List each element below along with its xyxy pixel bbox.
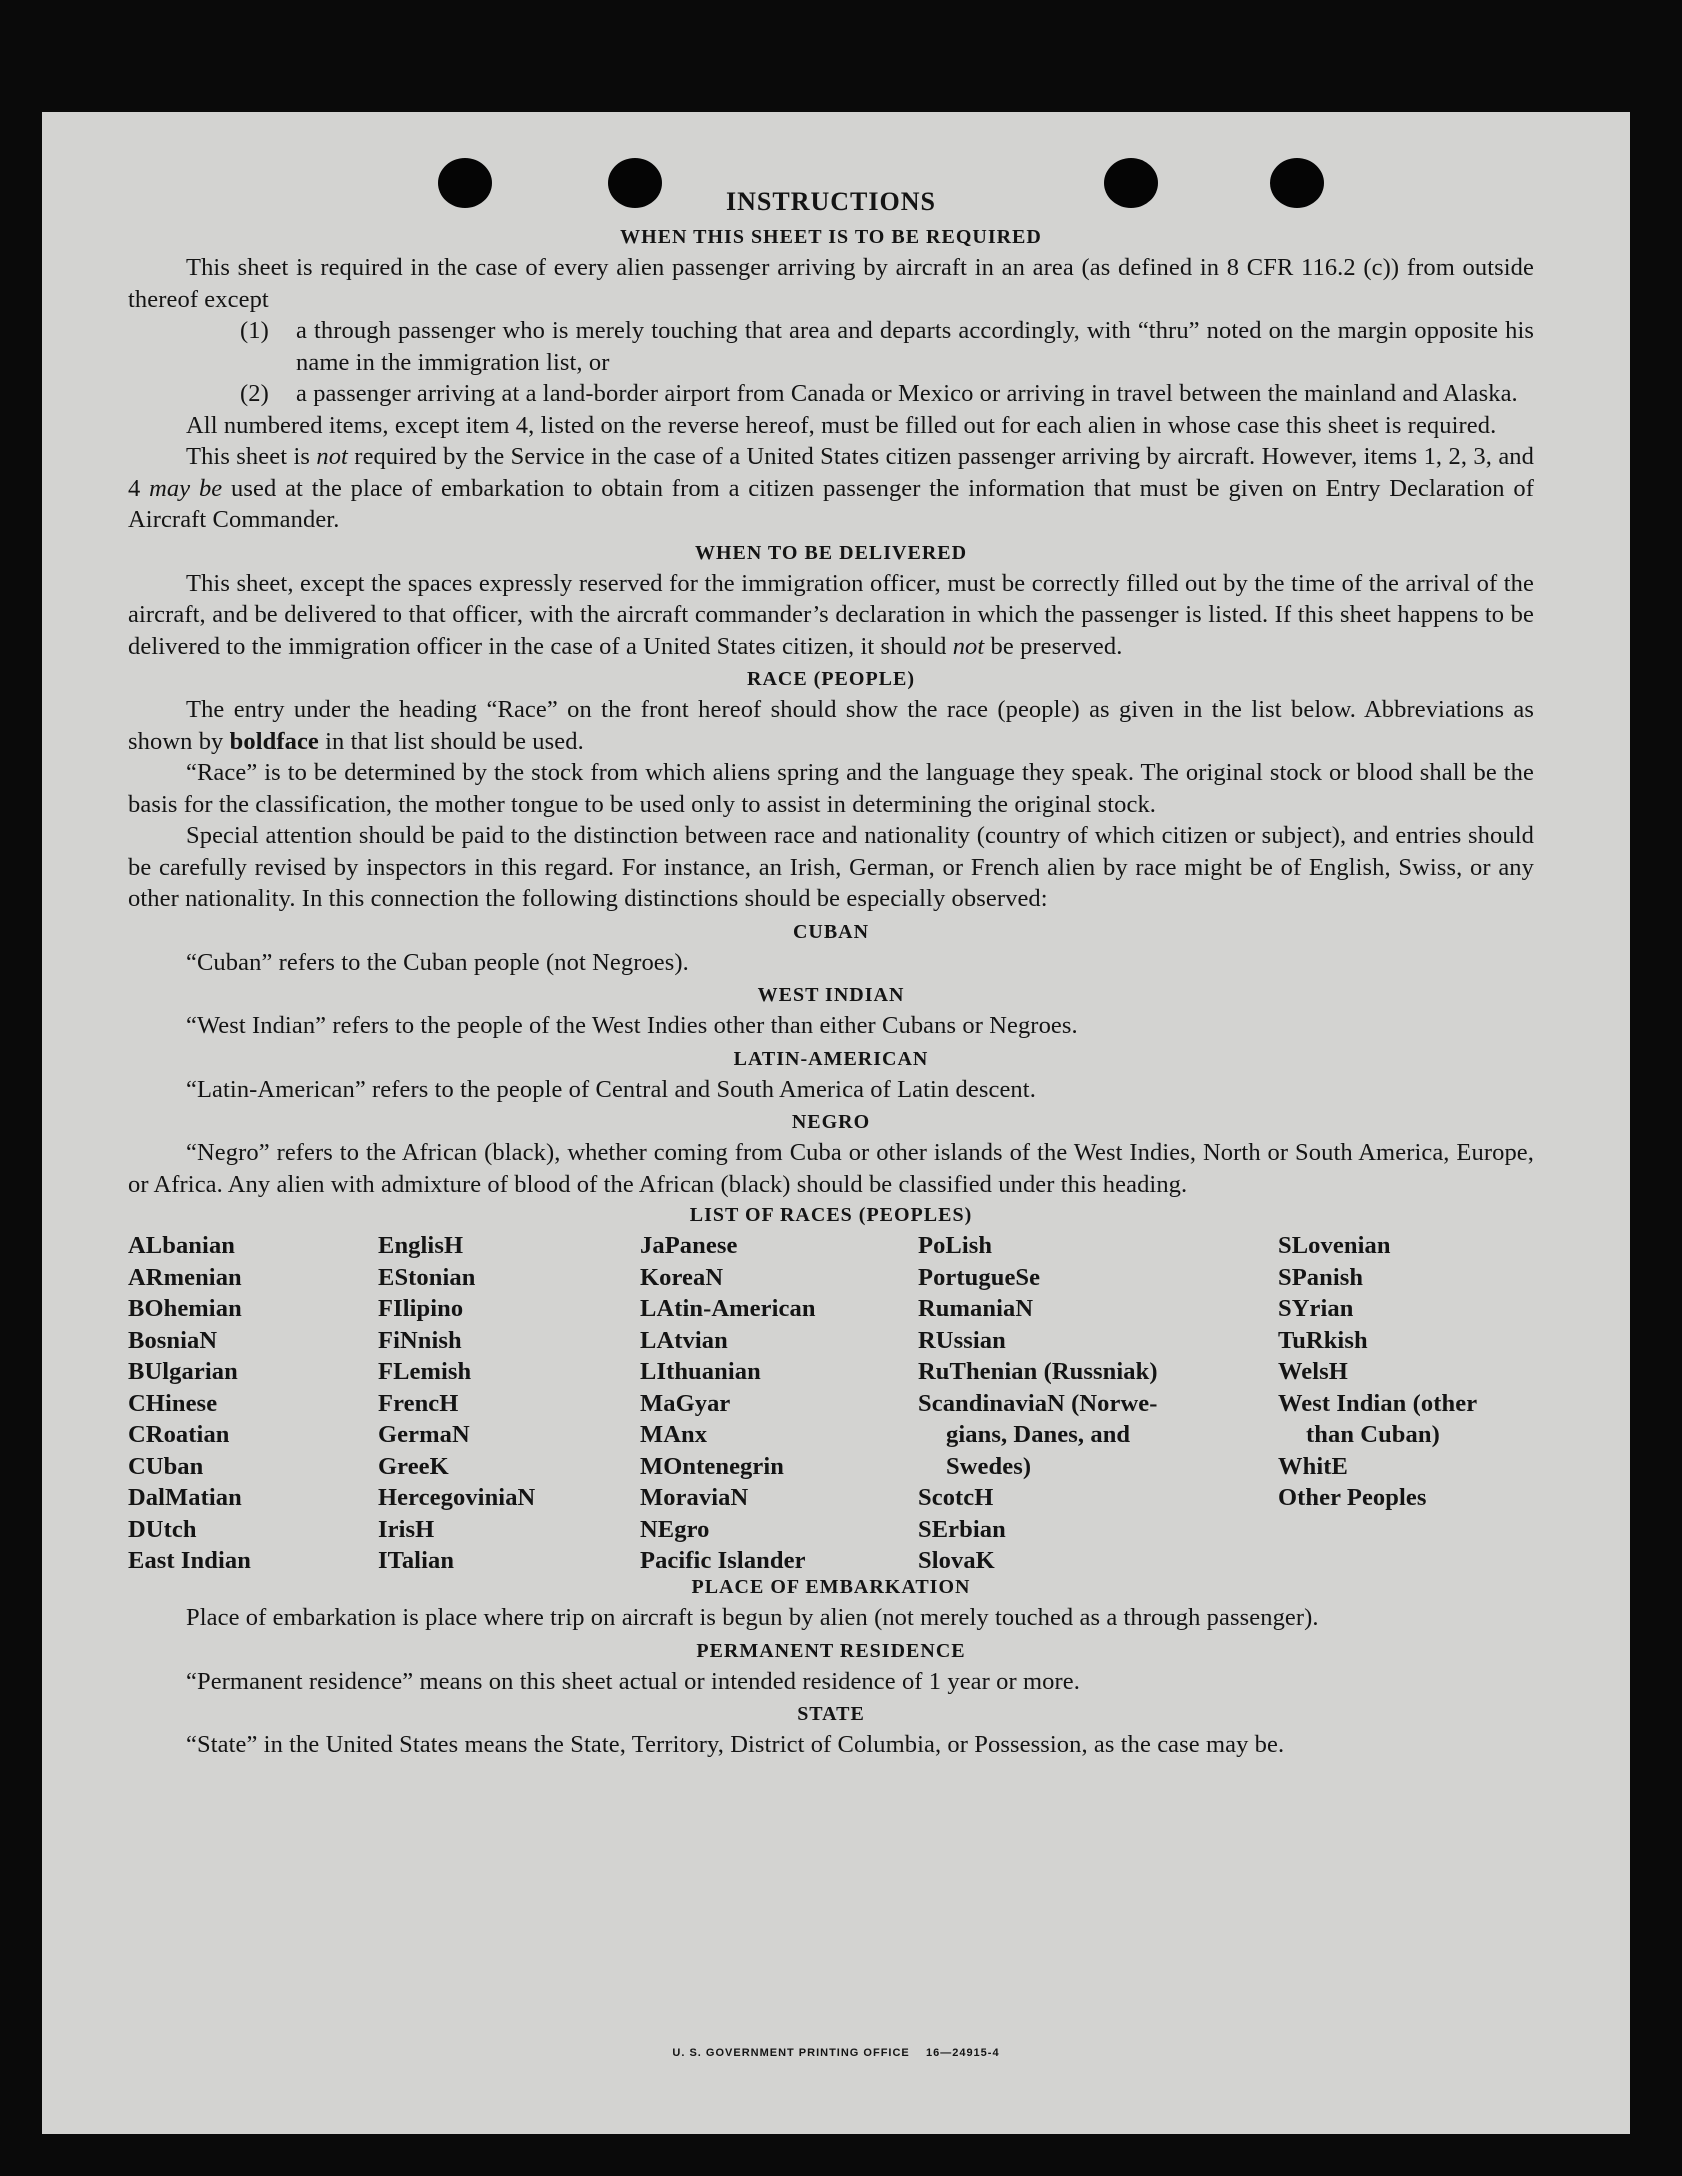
list-item: DalMatian <box>128 1484 242 1511</box>
race-column <box>128 1230 251 1577</box>
list-item <box>240 315 1534 378</box>
list-item: SYrian <box>1278 1295 1354 1322</box>
list-item: TuRkish <box>1278 1326 1368 1354</box>
list-item: IrisH <box>378 1515 435 1543</box>
list-item: ScotcH <box>918 1484 994 1511</box>
race-column <box>378 1230 535 1577</box>
list-item: WelsH <box>1278 1358 1348 1385</box>
list-item: KoreaN <box>640 1263 724 1291</box>
paragraph-cuban: “Cuban” refers to the Cuban people (not Negroes). <box>186 948 689 976</box>
heading-when-delivered: WHEN TO BE DELIVERED <box>694 541 968 564</box>
list-item: RUssian <box>918 1326 1006 1354</box>
list-item: GermaN <box>378 1421 470 1448</box>
paragraph-delivery: This sheet, except the spaces expressly reserved for the immigration officer, must be correctly filled out by the time of the arrival of the aircraft, and be delivered to that officer, with the aircraft commander’s declaration in which the passenger is listed. If this sheet happens to be delivered to the immigration officer in the case of a United States citizen, it should not be preserved. <box>128 569 1534 660</box>
list-item: EStonian <box>378 1263 476 1291</box>
heading-permanent-residence: PERMANENT RESIDENCE <box>696 1639 966 1662</box>
paragraph-embarkation: Place of embarkation is place where trip on aircraft is begun by alien (not merely touched as a through passenger). <box>186 1604 1319 1631</box>
list-item: GreeK <box>378 1452 449 1480</box>
paper-sheet <box>42 112 1630 2134</box>
list-item <box>240 378 1534 410</box>
list-item: LIthuanian <box>640 1358 761 1385</box>
list-item: CHinese <box>128 1389 218 1417</box>
paragraph-numbered-items: All numbered items, except item 4, listed on the reverse hereof, must be filled out for each alien in whose case this sheet is required. <box>186 411 1497 439</box>
list-item: CUban <box>128 1452 204 1480</box>
exception-list <box>240 315 1534 410</box>
heading-embarkation: PLACE OF EMBARKATION <box>691 1576 971 1598</box>
race-column <box>1278 1230 1536 1514</box>
paragraph-negro: “Negro” refers to the African (black), whether coming from Cuba or other islands of the West Indies, North or South America, Europe, or Africa. Any alien with admixture of blood of the African (black) should be classified under this heading. <box>128 1139 1534 1198</box>
list-item-continuation: gians, Danes, and <box>946 1421 1131 1448</box>
list-item: FLemish <box>378 1358 472 1385</box>
list-item: BosniaN <box>128 1326 218 1354</box>
list-item: RuThenian (Russniak) <box>918 1358 1158 1385</box>
heading-latin-american: LATIN-AMERICAN <box>733 1047 929 1070</box>
list-item: CRoatian <box>128 1421 230 1448</box>
race-list <box>128 1230 1534 1574</box>
paragraph-permanent-residence: “Permanent residence” means on this sheet actual or intended residence of 1 year or more. <box>186 1667 1080 1695</box>
list-item-continuation: than Cuban) <box>1306 1421 1440 1448</box>
list-item: EnglisH <box>378 1232 464 1259</box>
list-item: West Indian (other <box>1278 1389 1478 1417</box>
list-item: Pacific Islander <box>640 1547 806 1574</box>
list-item: ALbanian <box>128 1232 236 1259</box>
list-item: SlovaK <box>918 1547 995 1574</box>
paragraph-west-indian: “West Indian” refers to the people of the West Indies other than either Cubans or Negroes. <box>186 1012 1078 1039</box>
item-text: a through passenger who is merely touching that area and departs accordingly, with “thru” noted on the margin opposite his name in the immigration list, or <box>296 317 1534 376</box>
page-title: INSTRUCTIONS <box>726 187 936 216</box>
paragraph-state: “State” in the United States means the State, Territory, District of Columbia, or Possession, as the case may be. <box>186 1731 1285 1758</box>
paragraph-required-intro: This sheet is required in the case of every alien passenger arriving by aircraft in an area (as defined in 8 CFR 116.2 (c)) from outside thereof except <box>128 254 1534 313</box>
list-item: FIlipino <box>378 1295 464 1322</box>
list-item: MaGyar <box>640 1389 731 1417</box>
list-item: SPanish <box>1278 1263 1364 1291</box>
list-item: JaPanese <box>640 1232 738 1259</box>
heading-cuban: CUBAN <box>792 920 870 943</box>
heading-west-indian: WEST INDIAN <box>757 984 905 1006</box>
heading-race: RACE (PEOPLE) <box>747 668 915 690</box>
item-number: (2) <box>240 380 269 407</box>
item-number: (1) <box>240 317 269 344</box>
heading-when-required: WHEN THIS SHEET IS TO BE REQUIRED <box>620 226 1042 248</box>
race-column <box>640 1230 816 1577</box>
list-item: LAtvian <box>640 1326 728 1354</box>
list-item: MOntenegrin <box>640 1452 784 1480</box>
item-text: a passenger arriving at a land-border airport from Canada or Mexico or arriving in travel between the mainland and Alaska. <box>296 380 1518 407</box>
instructions-body <box>128 184 1534 1761</box>
list-item: Other Peoples <box>1278 1484 1427 1511</box>
heading-negro: NEGRO <box>791 1111 871 1133</box>
list-item: SErbian <box>918 1515 1006 1543</box>
list-item: ITalian <box>378 1547 455 1574</box>
list-item: MoraviaN <box>640 1484 749 1511</box>
paragraph-race-entry: The entry under the heading “Race” on the front hereof should show the race (people) as given in the list below. Abbreviations as shown by boldface in that list should be used. <box>128 696 1534 755</box>
list-item: RumaniaN <box>918 1295 1034 1322</box>
list-item: LAtin-American <box>640 1295 816 1322</box>
paragraph-race-stock: “Race” is to be determined by the stock from which aliens spring and the language they speak. The original stock or blood shall be the basis for the classification, the mother tongue to be used only to assist in determining the original stock. <box>128 759 1534 818</box>
race-column <box>918 1230 1208 1577</box>
list-item: FiNnish <box>378 1326 462 1354</box>
list-item: PortugueSe <box>918 1263 1041 1291</box>
list-item: East Indian <box>128 1547 251 1574</box>
list-item: DUtch <box>128 1515 197 1543</box>
list-item: HercegoviniaN <box>378 1484 536 1511</box>
list-item: WhitE <box>1278 1452 1348 1480</box>
list-item: BOhemian <box>128 1295 242 1322</box>
list-item: FrencH <box>378 1389 459 1417</box>
heading-list-of-races: LIST OF RACES (PEOPLES) <box>689 1204 973 1226</box>
list-item: PoLish <box>918 1232 993 1259</box>
list-item: NEgro <box>640 1515 710 1543</box>
list-item: MAnx <box>640 1421 708 1448</box>
list-item: ScandinaviaN (Norwe- <box>918 1389 1158 1417</box>
list-item-continuation: Swedes) <box>946 1452 1032 1480</box>
list-item: SLovenian <box>1278 1232 1391 1259</box>
paragraph-latin-american: “Latin-American” refers to the people of Central and South America of Latin descent. <box>186 1075 1036 1103</box>
paragraph-race-nationality: Special attention should be paid to the distinction between race and nationality (country of which citizen or subject), and entries should be carefully revised by inspectors in this regard. For instance, an Irish, German, or French alien by race might be of English, Swiss, or any other nationality. In this connection the following distinctions should be especially observed: <box>128 822 1534 912</box>
printer-imprint: U. S. GOVERNMENT PRINTING OFFICE 16—24915-4 <box>672 2047 1000 2059</box>
paragraph-citizen-passenger: This sheet is not required by the Service in the case of a United States citizen passenger arriving by aircraft. However, items 1, 2, 3, and 4 may be used at the place of embarkation to obtain from a citizen passenger the information that must be given on Entry Declaration of Aircraft Commander. <box>128 443 1534 533</box>
list-item: BUlgarian <box>128 1358 238 1385</box>
heading-state: STATE <box>797 1703 865 1725</box>
list-item: ARmenian <box>128 1263 242 1291</box>
